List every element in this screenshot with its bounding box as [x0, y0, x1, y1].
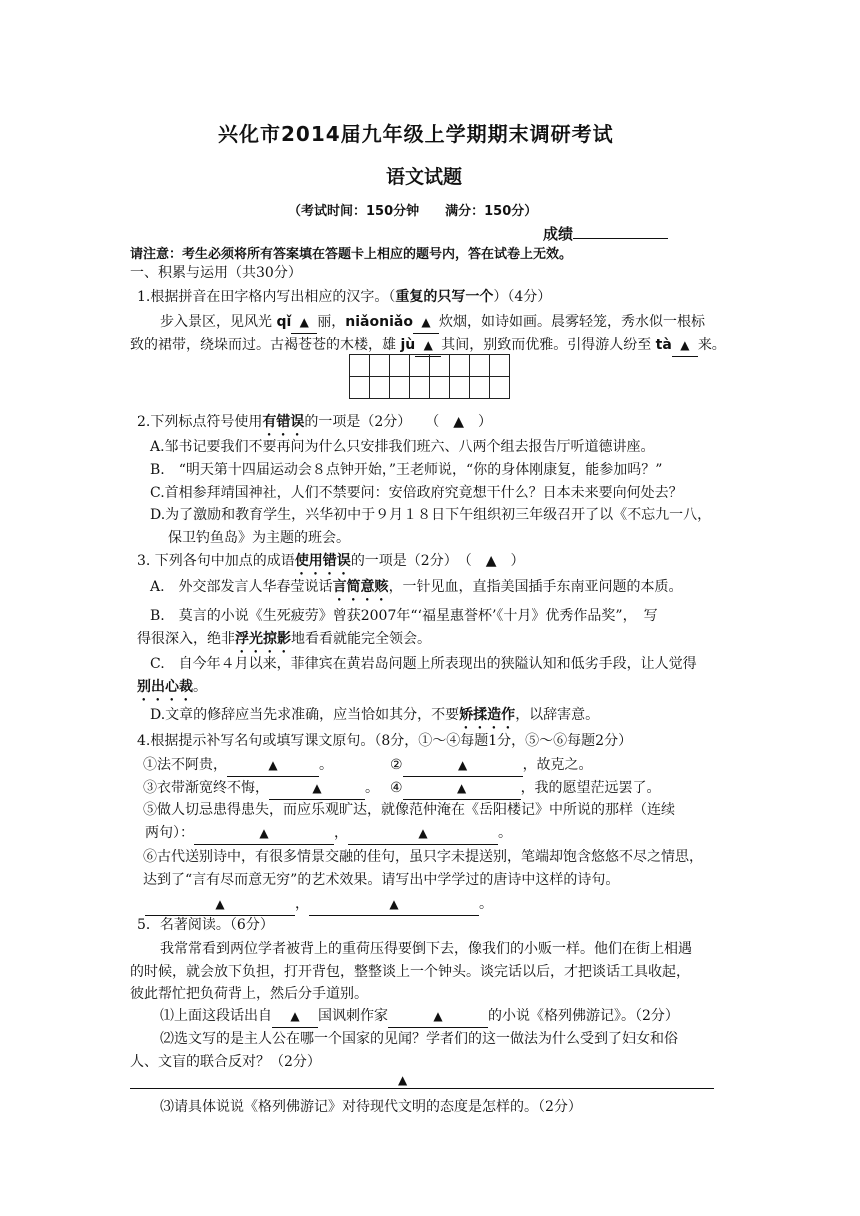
exam-title: 兴化市2014届九年级上学期期末调研考试: [218, 122, 614, 146]
q5-sub3: ⑶请具体说说《格列佛游记》对待现代文明的态度是怎样的。（2分）: [160, 1099, 582, 1115]
q2-option-c: C.首相参拜靖国神社，人们不禁要问：安倍政府究竟想干什么？日本未来要向何处去？: [150, 485, 683, 501]
answer-blank[interactable]: ▲: [388, 1005, 488, 1028]
q3-option-b-line2: 得很深入，绝非浮光掠影地看看就能完全领会。: [137, 631, 431, 647]
q4-item5-line2: 两句）： ▲ ， ▲ 。: [145, 822, 512, 845]
q5-sub2-line1: ⑵选文写的是主人公在哪一个国家的见闻？学者们的这一做法为什么受到了妇女和俗: [160, 1031, 678, 1047]
answer-blank[interactable]: ▲: [403, 754, 523, 777]
q3-option-c-line1: C. 自今年４月以来，菲律宾在黄岩岛问题上所表现出的狭隘认知和低劣手段，让人觉得: [150, 656, 697, 672]
tianzige-grid[interactable]: [349, 354, 510, 399]
q2-option-b: B. “明天第十四届运动会８点钟开始，”王老师说，“你的身体刚康复，能参加吗？”: [150, 462, 663, 478]
q5-stem: 5．名著阅读。（6分）: [137, 917, 274, 933]
q2-stem: 2.下列标点符号使用有错误的一项是（2分） （ ▲ ）: [137, 414, 493, 430]
q3-stem: 3. 下列各句中加点的成语使用错误的一项是（2分） （ ▲ ）: [137, 553, 525, 569]
answer-line[interactable]: [130, 1088, 714, 1089]
answer-blank[interactable]: ▲: [269, 777, 365, 800]
q5-passage-line1: 我常常看到两位学者被背上的重荷压得要倒下去，像我们的小贩一样。他们在街上相遇: [160, 941, 692, 957]
q2-option-a: A.邹书记要我们不要再问为什么只安排我们班六、八两个组去报告厅听道德讲座。: [150, 439, 655, 455]
q3-option-b-line1: B. 莫言的小说《生死疲劳》曾获2007年“‘福星惠誉杯’《十月》优秀作品奖”， 写: [150, 608, 658, 624]
q5-passage-line3: 彼此帮忙把负荷背上，然后分手道别。: [130, 986, 368, 1002]
answer-marker: ▲: [398, 1073, 408, 1087]
q5-sub1: ⑴上面这段话出自 ▲ 国讽刺作家 ▲ 的小说《格列佛游记》。（2分）: [160, 1005, 679, 1028]
q4-item5-line1: ⑤做人切忌患得患失，而应乐观旷达，就像范仲淹在《岳阳楼记》中所说的那样（连续: [143, 802, 675, 818]
q4-item6-answer: ▲ ， ▲ 。: [145, 893, 493, 916]
q3-option-c-line2: 别出心裁。: [137, 679, 207, 695]
q1-paragraph-line2: 致的裙带，绕垛而过。古褐苍苍的木楼，雄 jù ▲ 其间，别致而优雅。引得游人纷至 tà ▲ 来。: [130, 334, 726, 357]
q4-item3: ③衣带渐宽终不悔， ▲ 。: [143, 777, 379, 800]
answer-blank[interactable]: ▲: [309, 893, 479, 916]
answer-blank[interactable]: ▲: [272, 1005, 318, 1028]
exam-subtitle: 语文试题: [386, 166, 463, 188]
section1-heading: 一、积累与运用（共30分）: [130, 265, 302, 281]
exam-info: （考试时间：150分钟 满分：150分）: [288, 204, 538, 219]
q2-option-d-line2: 保卫钓鱼岛》为主题的班会。: [168, 530, 350, 546]
q2-option-d-line1: D.为了激励和教育学生，兴华初中于９月１８日下午组织初三年级召开了以《不忘九一八，: [150, 507, 712, 523]
score-label: 成绩: [543, 222, 668, 244]
q4-item2: ② ▲ ，故克之。: [390, 754, 593, 777]
q4-item6-line1: ⑥古代送别诗中，有很多情景交融的佳句，虽只字未提送别，笔端却饱含悠悠不尽之情思，: [143, 849, 703, 865]
q4-item6-line2: 达到了“言有尽而意无穷”的艺术效果。请写出中学学过的唐诗中这样的诗句。: [143, 872, 620, 888]
answer-blank[interactable]: ▲: [194, 822, 334, 845]
q5-sub2-line2: 人、文盲的联合反对？（2分）: [130, 1054, 321, 1070]
q4-item1: ①法不阿贵， ▲ 。: [143, 754, 333, 777]
q4-stem: 4.根据提示补写名句或填写课文原句。（8分，①～④每题1分，⑤～⑥每题2分）: [137, 733, 633, 749]
q1-paragraph-line1: 步入景区，见风光 qǐ ▲ 丽，niǎoniǎo ▲ 炊烟，如诗如画。晨雾轻笼，秀水似一根标: [160, 311, 705, 334]
notice: 请注意：考生必须将所有答案填在答题卡上相应的题号内，答在试卷上无效。: [130, 247, 573, 262]
answer-blank[interactable]: ▲: [348, 822, 498, 845]
q1-stem: 1.根据拼音在田字格内写出相应的汉字。（重复的只写一个）（4分）: [137, 289, 552, 305]
score-blank: [573, 222, 668, 239]
q4-item4: ④ ▲ ，我的愿望茫远罢了。: [390, 777, 661, 800]
q5-passage-line2: 的时候，就会放下负担，打开背包，整整谈上一个钟头。谈完话以后，才把谈话工具收起，: [130, 964, 690, 980]
q3-option-a: A. 外交部发言人华春莹说话言简意赅，一针见血，直指美国插手东南亚问题的本质。: [150, 579, 683, 595]
answer-blank[interactable]: ▲: [145, 893, 295, 916]
q3-option-d: D.文章的修辞应当先求准确，应当恰如其分，不要矫揉造作，以辞害意。: [150, 707, 600, 723]
answer-blank[interactable]: ▲: [227, 754, 319, 777]
answer-blank[interactable]: ▲: [403, 777, 521, 800]
